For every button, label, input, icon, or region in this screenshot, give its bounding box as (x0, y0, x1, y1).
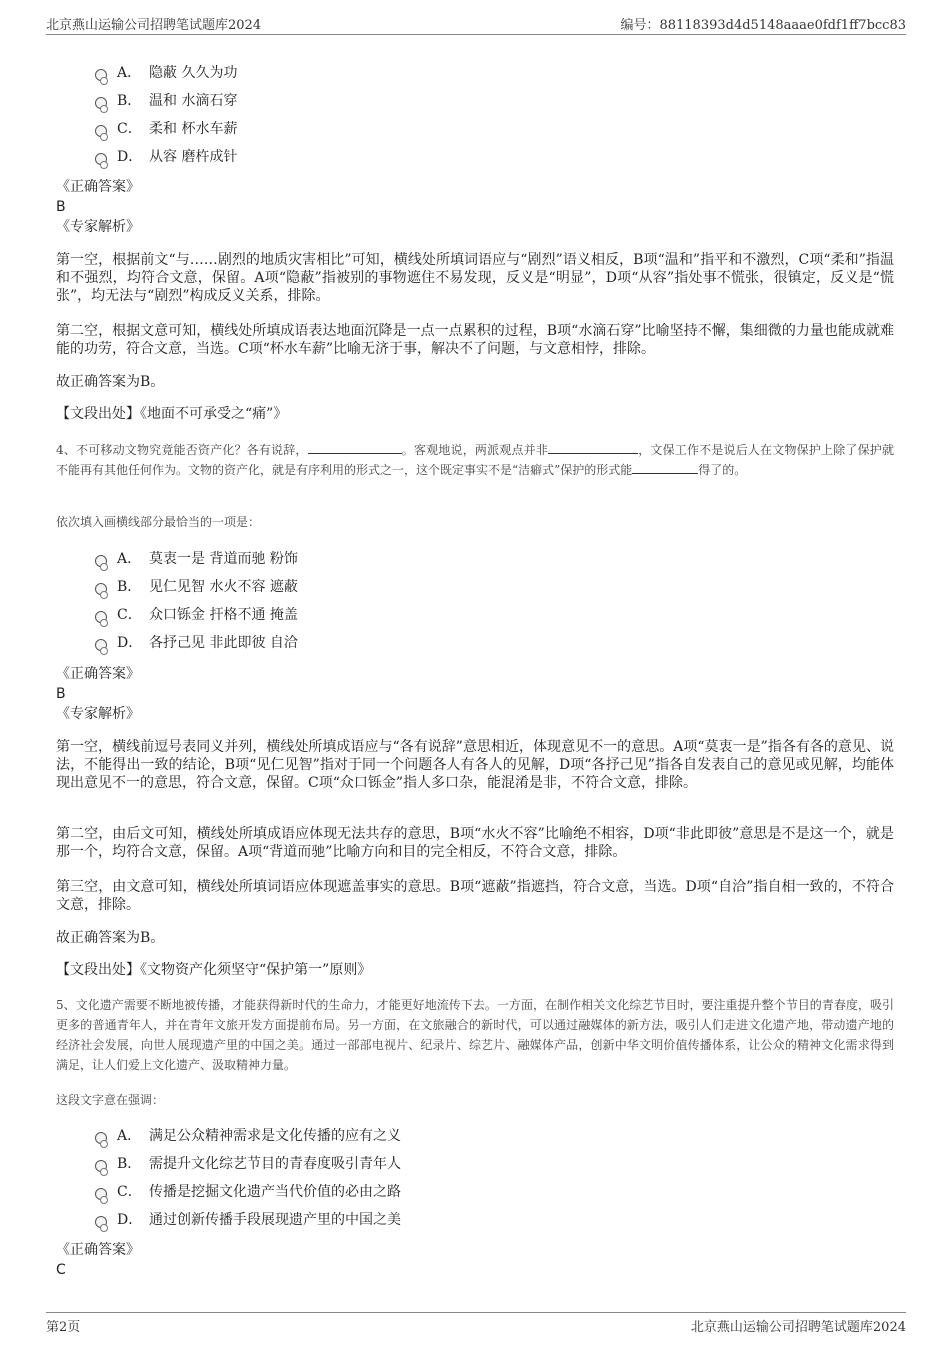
answer-label: 《正确答案》 (56, 179, 140, 195)
answer-value: C (56, 1262, 66, 1278)
q5-answer-block (56, 1240, 894, 1280)
analysis-label: 《专家解析》 (56, 706, 140, 722)
answer-label: 《正确答案》 (56, 666, 140, 682)
radio-icon[interactable] (95, 153, 107, 165)
q5-stem: 5、文化遗产需要不断地被传播，才能获得新时代的生命力，才能更好地流传下去。一方面，在制作相关文化综艺节目时，要注重提升整个节目的青春度，吸引更多的普通青年人，并在青年文旅开发方面提前布局。另一方面，在文旅融合的新时代，可以通过融媒体的新方法，吸引人们走进文化遗产地，带动遗产地的经济社会发展，向世人展现遗产里的中国之美。通过一部部电视片、纪录片、综艺片、融媒体产品，创新中华文明价值传播体系，让公众的精神文化需求得到满足，让人们爱上文化遗产、汲取精神力量。 (56, 998, 894, 1072)
page-header (46, 14, 906, 35)
q5-prompt: 这段文字意在强调： (56, 1093, 165, 1107)
radio-icon[interactable] (95, 1216, 107, 1228)
q3-option-d[interactable]: D． 从容 磨杵成针 (95, 143, 237, 171)
q3-option-c[interactable]: C． 柔和 杯水车薪 (95, 115, 237, 143)
q4-stem: 4、不可移动文物究竟能否资产化？各有说辞， 。客观地说，两派观点并非 ，文保工作不是说后人在文物保护上除了保护就不能再有其他任何作为。文物的资产化，就是有序利用的形式之一，这个既定事实不是“洁癖式”保护的形式能 得了的。 (56, 443, 894, 477)
q4-option-d[interactable]: D． 各抒己见 非此即彼 自洽 (95, 629, 298, 657)
radio-icon[interactable] (95, 611, 107, 623)
q4-analysis-para-3: 第三空，由文意可知，横线处所填词语应体现遮盖事实的意思。B项“遮蔽”指遮挡，符合文意，当选。D项“自洽”指自相一致的，不符合文意，排除。 (56, 879, 894, 913)
q4-option-b[interactable]: B． 见仁见智 水火不容 遮蔽 (95, 573, 298, 601)
q3-analysis-para-2: 第二空，根据文意可知，横线处所填成语表达地面沉降是一点一点累积的过程，B项“水滴石穿”比喻坚持不懈，集细微的力量也能成就难能的功劳，符合文意，当选。C项“杯水车薪”比喻无济于事，解决不了问题，与文意相悖，排除。 (56, 323, 894, 357)
q3-analysis-para-1: 第一空，根据前文“与……剧烈的地质灾害相比”可知，横线处所填词语应与“剧烈”语义相反，B项“温和”指平和不激烈，C项“柔和”指温和不强烈，均符合文意，保留。A项“隐蔽”指被别的事物遮住不易发现，反义是“明显”，D项“从容”指处事不慌张，很镇定，反义是“慌张”，均无法与“剧烈”构成反义关系，排除。 (56, 252, 894, 304)
radio-icon[interactable] (95, 1188, 107, 1200)
q3-source: 【文段出处】《地面不可承受之“痛”》 (56, 406, 288, 422)
q4-analysis-para-1: 第一空，横线前逗号表同义并列，横线处所填成语应与“各有说辞”意思相近，体现意见不一的意思。A项“莫衷一是”指各有各的意见、说法，不能得出一致的结论，B项“见仁见智”指对于同一个问题各人有各人的见解，D项“各抒己见”指各自发表自己的意见或见解，均能体现出意见不一的意思，符合文意，保留。C项“众口铄金”指人多口杂，能混淆是非，不符合文意，排除。 (56, 739, 894, 791)
fill-blank-3 (632, 461, 698, 474)
answer-label: 《正确答案》 (56, 1242, 140, 1258)
header-title: 北京燕山运输公司招聘笔试题库2024 (46, 18, 262, 33)
q4-option-a[interactable]: A． 莫衷一是 背道而驰 粉饰 (95, 545, 298, 573)
q3-answer-block (56, 177, 894, 237)
q4-analysis-para-2: 第二空，由后文可知，横线处所填成语应体现无法共存的意思，B项“水火不容”比喻绝不相容，D项“非此即彼”意思是不是这一个，就是那一个，均符合文意，保留。A项“背道而驰”比喻方向和目的完全相反，不符合文意，排除。 (56, 826, 894, 860)
fill-blank-2 (548, 441, 638, 454)
footer-title: 北京燕山运输公司招聘笔试题库2024 (690, 1320, 906, 1335)
q5-option-b[interactable]: B． 需提升文化综艺节目的青春度吸引青年人 (95, 1150, 401, 1178)
radio-icon[interactable] (95, 555, 107, 567)
answer-value: B (56, 686, 66, 702)
page-footer (46, 1312, 906, 1335)
radio-icon[interactable] (95, 1160, 107, 1172)
q4-source: 【文段出处】《文物资产化须坚守“保护第一”原则》 (56, 962, 372, 978)
q4-options (95, 545, 298, 657)
q4-answer-block (56, 664, 894, 724)
q4-conclusion: 故正确答案为B。 (56, 930, 165, 946)
radio-icon[interactable] (95, 1132, 107, 1144)
q3-option-b[interactable]: B． 温和 水滴石穿 (95, 87, 237, 115)
radio-icon[interactable] (95, 97, 107, 109)
analysis-label: 《专家解析》 (56, 219, 140, 235)
q3-option-a[interactable]: A． 隐蔽 久久为功 (95, 59, 237, 87)
q5-options (95, 1122, 401, 1234)
radio-icon[interactable] (95, 639, 107, 651)
radio-icon[interactable] (95, 583, 107, 595)
radio-icon[interactable] (95, 69, 107, 81)
q5-option-a[interactable]: A． 满足公众精神需求是文化传播的应有之义 (95, 1122, 401, 1150)
q5-option-d[interactable]: D． 通过创新传播手段展现遗产里的中国之美 (95, 1206, 401, 1234)
answer-value: B (56, 199, 66, 215)
q3-conclusion: 故正确答案为B。 (56, 374, 165, 390)
fill-blank-1 (308, 441, 402, 454)
q4-prompt: 依次填入画横线部分最恰当的一项是： (56, 515, 261, 529)
page-number: 第2页 (46, 1320, 81, 1335)
header-id: 编号：88118393d4d5148aaae0fdf1ff7bcc83 (620, 18, 906, 33)
radio-icon[interactable] (95, 125, 107, 137)
q4-option-c[interactable]: C． 众口铄金 扞格不通 掩盖 (95, 601, 298, 629)
q3-options (95, 59, 237, 171)
q5-option-c[interactable]: C． 传播是挖掘文化遗产当代价值的必由之路 (95, 1178, 401, 1206)
